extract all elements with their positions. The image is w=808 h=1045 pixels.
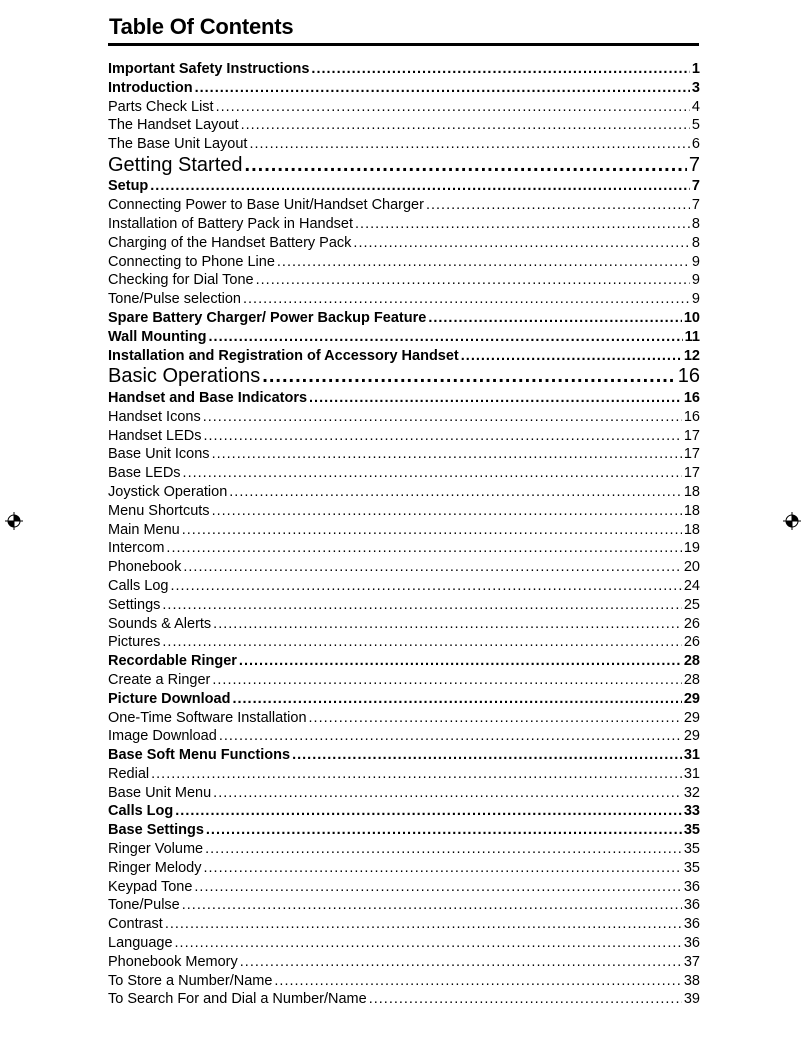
toc-entry-page: 31 <box>683 747 700 764</box>
toc-entry-page: 28 <box>683 653 700 670</box>
toc-leader-dots <box>241 116 690 135</box>
toc-entry[interactable] <box>108 427 700 446</box>
toc-entry-label: Phonebook Memory <box>108 953 238 970</box>
toc-entry-label: Setup <box>108 178 149 195</box>
toc-entry[interactable] <box>108 98 700 117</box>
toc-entry-label: The Handset Layout <box>108 117 239 134</box>
toc-leader-dots <box>232 690 681 709</box>
toc-entry-label: Sounds & Alerts <box>108 615 212 632</box>
toc-leader-dots <box>245 154 687 178</box>
toc-entry[interactable] <box>108 596 700 615</box>
toc-entry-label: Create a Ringer <box>108 671 211 688</box>
toc-leader-dots <box>353 234 690 253</box>
toc-entry-label: Keypad Tone <box>108 878 193 895</box>
toc-entry[interactable] <box>108 577 700 596</box>
toc-entry[interactable] <box>108 502 700 521</box>
toc-leader-dots <box>428 309 682 328</box>
toc-entry[interactable] <box>108 154 700 178</box>
toc-leader-dots <box>194 878 681 897</box>
toc-entry-label: Ringer Melody <box>108 859 202 876</box>
toc-entry-page: 24 <box>683 577 700 594</box>
toc-entry-page: 9 <box>691 291 700 308</box>
toc-entry-label: Wall Mounting <box>108 328 207 345</box>
toc-leader-dots <box>162 633 681 652</box>
toc-leader-dots <box>162 596 681 615</box>
toc-entry[interactable] <box>108 408 700 427</box>
toc-entry[interactable] <box>108 802 700 821</box>
toc-entry-label: Base Settings <box>108 822 204 839</box>
toc-entry-label: Handset LEDs <box>108 427 202 444</box>
toc-entry-label: Parts Check List <box>108 98 214 115</box>
toc-entry-label: Installation and Registration of Accessory Handset <box>108 347 459 364</box>
toc-entry-page: 20 <box>683 559 700 576</box>
toc-entry[interactable] <box>108 690 700 709</box>
toc-entry[interactable] <box>108 972 700 991</box>
toc-entry[interactable] <box>108 215 700 234</box>
toc-leader-dots <box>175 802 682 821</box>
toc-entry-page: 18 <box>683 521 700 538</box>
toc-leader-dots <box>249 135 689 154</box>
toc-leader-dots <box>150 177 690 196</box>
toc-entry[interactable] <box>108 309 700 328</box>
toc-entry[interactable] <box>108 915 700 934</box>
toc-entry[interactable] <box>108 859 700 878</box>
toc-entry[interactable] <box>108 365 700 389</box>
toc-entry-page: 29 <box>683 728 700 745</box>
toc-entry-label: Spare Battery Charger/ Power Backup Feature <box>108 310 427 327</box>
toc-entry-label: Important Safety Instructions <box>108 61 310 77</box>
toc-entry[interactable] <box>108 765 700 784</box>
registration-mark-icon <box>783 512 801 530</box>
toc-entry-page: 38 <box>683 972 700 989</box>
toc-entry[interactable] <box>108 878 700 897</box>
toc-leader-dots <box>369 990 682 1009</box>
toc-leader-dots <box>239 652 682 671</box>
toc-entry-label: Tone/Pulse selection <box>108 291 241 308</box>
toc-leader-dots <box>277 253 690 272</box>
toc-leader-dots <box>213 784 682 803</box>
toc-entry-page: 37 <box>683 953 700 970</box>
toc-leader-dots <box>195 79 690 98</box>
toc-leader-dots <box>212 502 682 521</box>
toc-entry-page: 1 <box>691 61 700 77</box>
toc-entry[interactable] <box>108 521 700 540</box>
toc-leader-dots <box>355 215 690 234</box>
toc-leader-dots <box>209 328 683 347</box>
toc-entry-label: Connecting to Phone Line <box>108 253 275 270</box>
toc-entry-page: 4 <box>691 98 700 115</box>
toc-entry-label: Installation of Battery Pack in Handset <box>108 216 354 233</box>
toc-entry-page: 35 <box>683 822 700 839</box>
toc-entry[interactable] <box>108 347 700 366</box>
toc-entry-page: 29 <box>683 690 700 707</box>
toc-entry-label: Language <box>108 935 173 952</box>
toc-entry-label: Settings <box>108 596 161 613</box>
toc-entry-page: 10 <box>683 310 700 327</box>
toc-entry-page: 9 <box>691 272 700 289</box>
toc-entry-label: Intercom <box>108 540 165 557</box>
toc-entry[interactable] <box>108 464 700 483</box>
toc-entry-page: 29 <box>683 709 700 726</box>
toc-leader-dots <box>219 727 682 746</box>
toc-leader-dots <box>205 840 682 859</box>
toc-entry-label: To Store a Number/Name <box>108 972 273 989</box>
toc-leader-dots <box>213 615 682 634</box>
toc-leader-dots <box>292 746 682 765</box>
toc-leader-dots <box>183 558 681 577</box>
toc-entry-label: The Base Unit Layout <box>108 136 248 153</box>
toc-entry-page: 26 <box>683 615 700 632</box>
toc-leader-dots <box>212 671 682 690</box>
toc-entry-page: 33 <box>683 803 700 820</box>
toc-entry-label: Handset and Base Indicators <box>108 389 308 406</box>
toc-entry-page: 5 <box>691 117 700 134</box>
toc-entry-page: 36 <box>683 935 700 952</box>
toc-entry[interactable] <box>108 271 700 290</box>
registration-mark-icon <box>5 512 23 530</box>
toc-entry[interactable] <box>108 746 700 765</box>
toc-entry-label: Contrast <box>108 916 163 933</box>
toc-entry-page: 28 <box>683 671 700 688</box>
toc-leader-dots <box>262 365 675 389</box>
toc-entry-label: Tone/Pulse <box>108 897 180 914</box>
toc-entry-label: Charging of the Handset Battery Pack <box>108 234 352 251</box>
toc-entry-page: 9 <box>691 253 700 270</box>
toc-entry[interactable] <box>108 633 700 652</box>
toc-entry-label: Base Unit Icons <box>108 446 210 463</box>
toc-entry-page: 17 <box>683 465 700 482</box>
toc-entry-page: 7 <box>688 153 700 176</box>
toc-entry[interactable] <box>108 445 700 464</box>
toc-entry-page: 16 <box>683 389 700 406</box>
toc-leader-dots <box>426 196 690 215</box>
toc-entry-label: Redial <box>108 765 150 782</box>
toc-entry[interactable] <box>108 896 700 915</box>
toc-entry[interactable] <box>108 290 700 309</box>
toc-entry-page: 17 <box>683 427 700 444</box>
toc-entry[interactable] <box>108 177 700 196</box>
toc-entry-page: 12 <box>683 347 700 364</box>
toc-entry-page: 7 <box>691 178 700 195</box>
toc-entry-label: Picture Download <box>108 690 231 707</box>
toc-leader-dots <box>175 934 682 953</box>
toc-entry-page: 36 <box>683 916 700 933</box>
toc-entry-label: Recordable Ringer <box>108 653 237 670</box>
toc-leader-dots <box>256 271 690 290</box>
toc-entry[interactable] <box>108 328 700 347</box>
toc-entry-page: 25 <box>683 596 700 613</box>
toc-entry[interactable] <box>108 539 700 558</box>
toc-entry-page: 8 <box>691 234 700 251</box>
toc-entry-label: Introduction <box>108 79 193 96</box>
toc-entry[interactable] <box>108 60 700 79</box>
toc-leader-dots <box>212 445 682 464</box>
toc-leader-dots <box>206 821 682 840</box>
toc-entry-label: Base Soft Menu Functions <box>108 747 291 764</box>
toc-entry-label: Calls Log <box>108 577 169 594</box>
toc-entry-label: Basic Operations <box>108 365 261 388</box>
toc-leader-dots <box>170 577 681 596</box>
toc-entry-label: Getting Started <box>108 153 243 176</box>
toc-entry-label: Ringer Volume <box>108 841 204 858</box>
toc-entry-page: 3 <box>691 79 700 96</box>
toc-entry-page: 17 <box>683 446 700 463</box>
toc-entry-page: 16 <box>677 365 700 388</box>
toc-entry[interactable] <box>108 953 700 972</box>
toc-leader-dots <box>229 483 682 502</box>
toc-leader-dots <box>204 427 682 446</box>
toc-entry-page: 8 <box>691 216 700 233</box>
toc-entry-label: Main Menu <box>108 521 180 538</box>
toc-entry-label: Calls Log <box>108 803 174 820</box>
toc-leader-dots <box>243 290 690 309</box>
title-rule <box>108 43 699 46</box>
toc-entry-label: Handset Icons <box>108 408 201 425</box>
toc-leader-dots <box>216 98 690 117</box>
toc-entry-label: To Search For and Dial a Number/Name <box>108 991 367 1008</box>
toc-entry-label: Checking for Dial Tone <box>108 272 254 289</box>
toc-leader-dots <box>203 408 682 427</box>
toc-entry-label: Image Download <box>108 728 217 745</box>
toc-leader-dots <box>311 60 690 79</box>
toc-entry-label: Joystick Operation <box>108 483 228 500</box>
page-title: Table Of Contents <box>109 14 294 39</box>
toc-entry[interactable] <box>108 234 700 253</box>
toc-leader-dots <box>309 389 682 408</box>
toc-entry[interactable] <box>108 671 700 690</box>
toc-entry-page: 36 <box>683 897 700 914</box>
toc-entry[interactable] <box>108 135 700 154</box>
toc-entry[interactable] <box>108 79 700 98</box>
toc-entry-page: 18 <box>683 502 700 519</box>
toc-leader-dots <box>151 765 682 784</box>
toc-list <box>108 60 700 1009</box>
toc-entry-label: Base Unit Menu <box>108 784 212 801</box>
toc-entry[interactable] <box>108 558 700 577</box>
toc-entry[interactable] <box>108 253 700 272</box>
toc-entry-page: 35 <box>683 841 700 858</box>
toc-entry[interactable] <box>108 727 700 746</box>
toc-entry[interactable] <box>108 615 700 634</box>
toc-entry-page: 7 <box>691 197 700 214</box>
toc-entry-label: Connecting Power to Base Unit/Handset Charger <box>108 197 424 214</box>
toc-entry-page: 32 <box>683 784 700 801</box>
toc-entry[interactable] <box>108 840 700 859</box>
toc-entry-page: 35 <box>683 859 700 876</box>
toc-leader-dots <box>274 972 681 991</box>
toc-leader-dots <box>183 464 682 483</box>
toc-entry-page: 31 <box>683 765 700 782</box>
toc-entry[interactable] <box>108 821 700 840</box>
toc-leader-dots <box>182 521 682 540</box>
toc-entry[interactable] <box>108 196 700 215</box>
toc-leader-dots <box>182 896 682 915</box>
toc-entry[interactable] <box>108 784 700 803</box>
toc-entry-page: 16 <box>683 408 700 425</box>
toc-entry[interactable] <box>108 483 700 502</box>
toc-entry-page: 6 <box>691 136 700 153</box>
toc-entry-label: Phonebook <box>108 559 182 576</box>
toc-entry-label: Menu Shortcuts <box>108 502 210 519</box>
toc-entry-page: 26 <box>683 634 700 651</box>
toc-leader-dots <box>309 709 682 728</box>
toc-entry-page: 11 <box>684 328 700 345</box>
toc-entry-label: Base LEDs <box>108 465 181 482</box>
toc-entry-page: 39 <box>683 991 700 1008</box>
toc-leader-dots <box>240 953 682 972</box>
toc-leader-dots <box>461 347 682 366</box>
toc-entry[interactable] <box>108 652 700 671</box>
toc-entry-page: 18 <box>683 483 700 500</box>
toc-leader-dots <box>166 539 681 558</box>
toc-entry[interactable] <box>108 934 700 953</box>
toc-entry-label: One-Time Software Installation <box>108 709 307 726</box>
toc-entry[interactable] <box>108 990 700 1009</box>
toc-entry[interactable] <box>108 116 700 135</box>
toc-entry-page: 19 <box>683 540 700 557</box>
toc-entry[interactable] <box>108 709 700 728</box>
toc-leader-dots <box>165 915 682 934</box>
toc-entry-page: 36 <box>683 878 700 895</box>
toc-entry[interactable] <box>108 389 700 408</box>
toc-entry-label: Pictures <box>108 634 161 651</box>
toc-leader-dots <box>204 859 682 878</box>
